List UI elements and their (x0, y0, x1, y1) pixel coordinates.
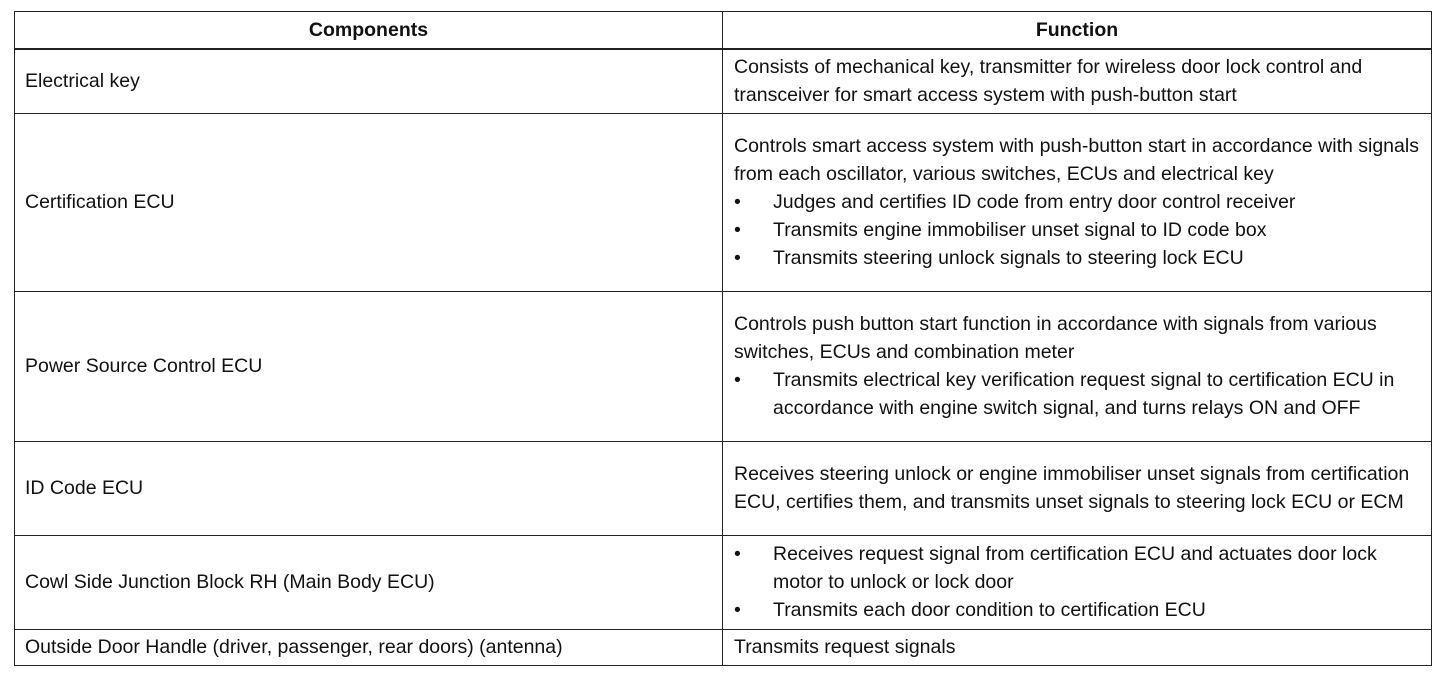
function-bullet (734, 216, 1423, 244)
bullet-icon: • (734, 246, 741, 269)
table-row (15, 113, 1432, 291)
function-bullet (734, 366, 1423, 422)
function-text: Consists of mechanical key, transmitter for wireless door lock control and transceiver for smart access system with push-button start (734, 55, 1363, 106)
function-bullet (734, 596, 1423, 624)
bullet-icon: • (734, 218, 741, 241)
table-row (15, 291, 1432, 441)
function-bullet (734, 540, 1423, 596)
function-bullet (734, 244, 1423, 272)
header-row (15, 12, 1432, 50)
function-header: Function (723, 12, 1432, 50)
table-row (15, 535, 1432, 629)
bullet-text: Receives request signal from certification ECU and actuates door lock motor to unlock or lock door (773, 542, 1377, 593)
function-cell (723, 291, 1432, 441)
bullet-icon: • (734, 542, 741, 565)
components-function-table (14, 11, 1432, 666)
table-row (15, 629, 1432, 665)
bullet-text: Transmits each door condition to certification ECU (773, 598, 1206, 621)
bullet-text: Transmits electrical key verification request signal to certification ECU in accordance with engine switch signal, and turns relays ON and OFF (773, 368, 1395, 419)
component-cell: Certification ECU (15, 113, 723, 291)
components-header: Components (15, 12, 723, 50)
function-bullet-list (734, 540, 1423, 624)
component-cell: Outside Door Handle (driver, passenger, rear doors) (antenna) (15, 629, 723, 665)
bullet-text: Transmits steering unlock signals to steering lock ECU (773, 246, 1244, 269)
function-bullet-list (734, 188, 1423, 272)
component-cell: Electrical key (15, 49, 723, 113)
function-bullet (734, 188, 1423, 216)
function-cell (723, 49, 1432, 113)
function-text: Controls smart access system with push-button start in accordance with signals from each oscillator, various switches, ECUs and electrical key (734, 134, 1419, 185)
function-text: Transmits request signals (734, 635, 956, 658)
function-cell (723, 535, 1432, 629)
function-cell (723, 441, 1432, 535)
function-cell (723, 113, 1432, 291)
function-text: Receives steering unlock or engine immobiliser unset signals from certification ECU, certifies them, and transmits unset signals to steering lock ECU or ECM (734, 462, 1410, 513)
component-cell: Cowl Side Junction Block RH (Main Body ECU) (15, 535, 723, 629)
function-text: Controls push button start function in accordance with signals from various switches, ECUs and combination meter (734, 312, 1377, 363)
component-cell: ID Code ECU (15, 441, 723, 535)
table-row (15, 49, 1432, 113)
bullet-text: Judges and certifies ID code from entry door control receiver (773, 190, 1296, 213)
table-row (15, 441, 1432, 535)
function-bullet-list (734, 366, 1423, 422)
component-cell: Power Source Control ECU (15, 291, 723, 441)
bullet-icon: • (734, 598, 741, 621)
bullet-icon: • (734, 368, 741, 391)
bullet-icon: • (734, 190, 741, 213)
bullet-text: Transmits engine immobiliser unset signal to ID code box (773, 218, 1267, 241)
function-cell (723, 629, 1432, 665)
